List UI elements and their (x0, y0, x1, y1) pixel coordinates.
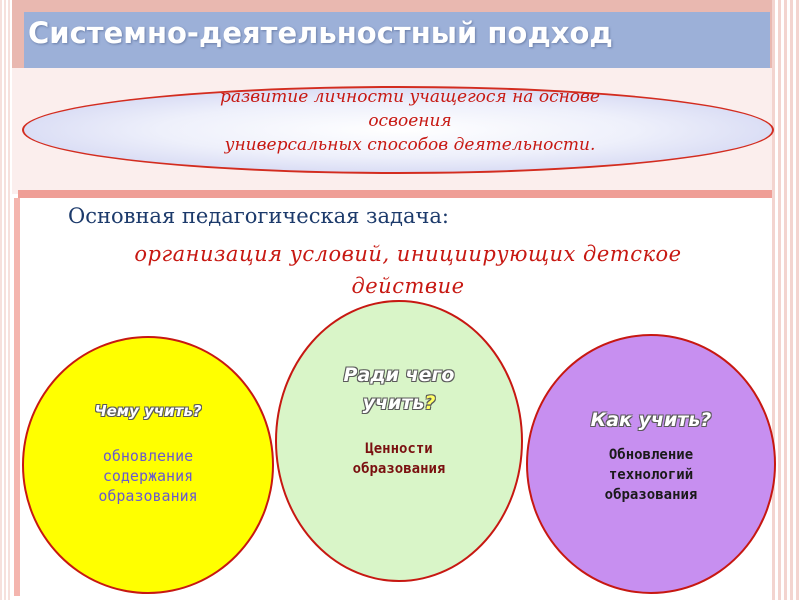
goal-text (160, 85, 660, 157)
goal-line-3: универсальных способов деятельности. (224, 135, 596, 155)
task-text (78, 238, 738, 302)
left-decorative-stripes (0, 0, 12, 600)
question-how-to-teach: Как учить? (590, 409, 712, 431)
task-line-1: организация условий, инициирующих детское (134, 242, 682, 266)
answer-line: образования (98, 487, 198, 505)
answer-line: содержания (102, 467, 194, 485)
section-divider (18, 190, 772, 198)
question-mark: ? (424, 392, 436, 414)
answer-line: образования (352, 461, 446, 477)
question-why-teach (344, 361, 455, 417)
question-word: учить (362, 392, 425, 414)
answer-line: образования (604, 487, 698, 503)
goal-line-2: освоения (368, 111, 452, 131)
circle-what-to-teach (22, 336, 274, 594)
answer-line: Обновление (608, 447, 694, 463)
circle-why-teach (275, 300, 523, 582)
question-line (344, 389, 455, 417)
answer-line: обновление (102, 447, 194, 465)
answer-how-to-teach (605, 445, 698, 505)
answer-why-teach (353, 439, 446, 479)
page-title: Системно-деятельностный подход (28, 16, 613, 50)
circle-how-to-teach (526, 334, 776, 594)
right-decorative-stripes (772, 0, 800, 600)
goal-line-1: развитие личности учащегося на основе (220, 87, 600, 107)
answer-line: Ценности (365, 441, 433, 457)
answer-what-to-teach (98, 446, 197, 506)
question-what-to-teach: Чему учить? (94, 402, 202, 420)
question-line: Ради чего (343, 364, 455, 386)
answer-line: технологий (608, 467, 694, 483)
content-left-border (14, 198, 20, 596)
task-heading: Основная педагогическая задача: (68, 204, 449, 228)
task-line-2: действие (351, 274, 465, 298)
